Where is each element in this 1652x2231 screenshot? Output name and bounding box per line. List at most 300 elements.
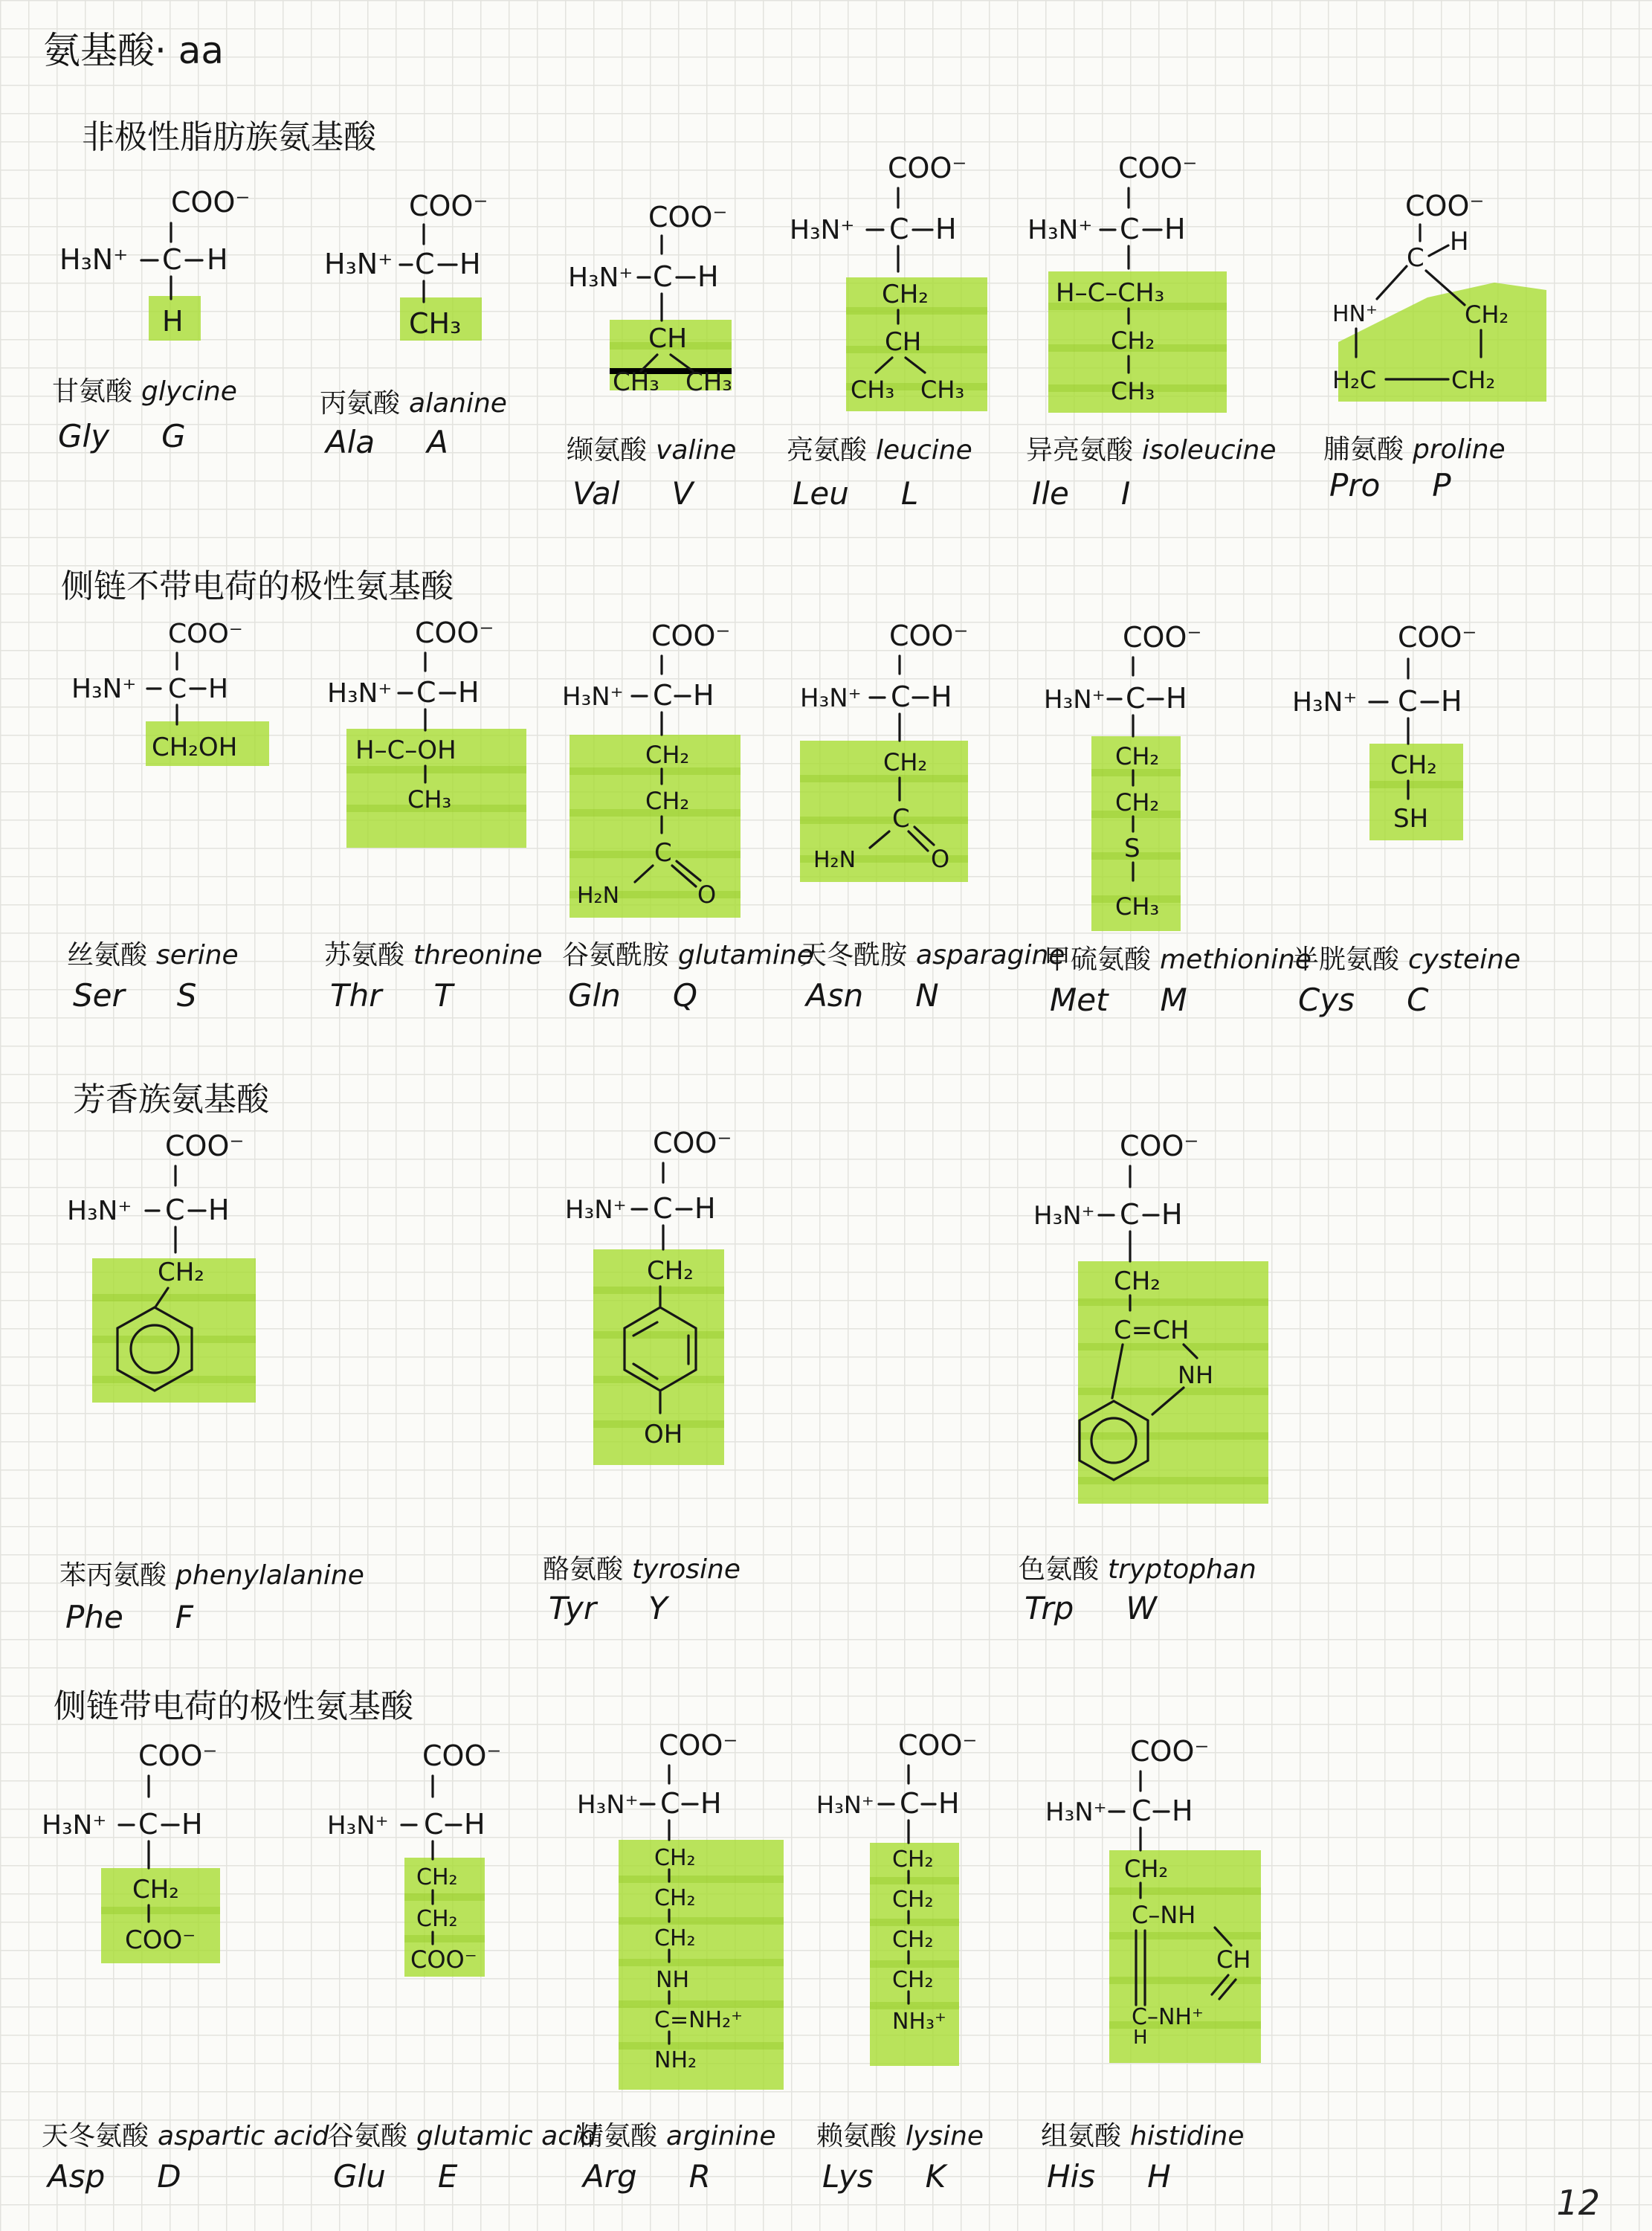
one-letter-code: D: [157, 2158, 181, 2195]
side-chain-ch3: CH₃: [1115, 892, 1160, 921]
abbr-line: [1047, 2158, 1171, 2195]
one-letter-code: W: [1126, 1590, 1157, 1626]
alpha-carbon-label: C: [653, 679, 673, 712]
carboxylate-label: COO⁻: [138, 1739, 218, 1772]
english-name: tryptophan: [1108, 1554, 1256, 1585]
abbr-line: [1050, 982, 1187, 1018]
alpha-carbon-label: C: [415, 248, 435, 280]
name-line: [320, 382, 507, 420]
one-letter-code: S: [176, 977, 197, 1014]
chinese-name: 组氨酸: [1041, 2121, 1122, 2151]
amine-label: H₃N⁺: [1033, 1201, 1095, 1231]
three-letter-code: Gly: [58, 418, 110, 454]
amine-label: H₃N⁺: [790, 215, 855, 245]
three-letter-code: Thr: [330, 977, 382, 1014]
chinese-name: 赖氨酸: [816, 2121, 897, 2151]
three-letter-code: Pro: [1329, 467, 1381, 503]
three-letter-code: Asp: [48, 2158, 106, 2195]
chinese-name: 精氨酸: [577, 2121, 658, 2151]
amine-label: H₃N⁺: [327, 678, 393, 709]
alpha-carbon-label: C: [653, 1192, 673, 1225]
serine-structure: [67, 610, 305, 803]
side-chain-ch2-a: CH₂: [645, 741, 690, 769]
carboxylate-label: COO⁻: [1130, 1735, 1210, 1768]
three-letter-code: Met: [1050, 982, 1109, 1018]
alpha-carbon-label: C: [138, 1808, 158, 1841]
chinese-name: 酪氨酸: [543, 1554, 624, 1585]
side-chain-coo: COO⁻: [410, 1945, 477, 1974]
abbr-line: [1025, 1590, 1157, 1626]
side-chain-c: C: [654, 838, 672, 868]
english-name: asparagine: [916, 940, 1065, 970]
amino-acid-card-threonine: [324, 610, 562, 1026]
three-letter-code: Val: [572, 475, 620, 512]
side-chain-ch3: CH₃: [1111, 377, 1155, 405]
side-chain-ch2oh: CH₂OH: [152, 733, 238, 762]
abbr-line: [572, 475, 693, 512]
english-name: tyrosine: [632, 1554, 741, 1585]
leucine-structure: [787, 145, 1039, 420]
name-line: [800, 934, 1065, 972]
chinese-name: 色氨酸: [1019, 1554, 1100, 1585]
one-letter-code: L: [900, 475, 919, 512]
side-chain-ch3-b: CH₃: [685, 367, 732, 397]
three-letter-code: His: [1047, 2158, 1096, 2195]
alpha-h-label: H: [1441, 685, 1462, 718]
section-heading-polar-uncharged: 侧链不带电荷的极性氨基酸: [61, 567, 454, 605]
side-chain-ch2: CH₂: [1114, 1266, 1161, 1296]
english-name: leucine: [876, 435, 972, 466]
amino-acid-card-arginine: [577, 1722, 822, 2206]
side-chain-ch3: CH₃: [407, 785, 452, 814]
english-name: isoleucine: [1142, 435, 1277, 466]
imidazole-c-nh-plus: C–NH⁺: [1132, 2004, 1204, 2030]
carboxylate-label: COO⁻: [1120, 1130, 1199, 1162]
carboxylate-label: COO⁻: [898, 1729, 978, 1762]
side-chain-s: S: [1124, 834, 1140, 863]
carboxylate-label: COO⁻: [165, 1130, 245, 1162]
name-line: [67, 934, 239, 972]
amino-acid-card-aspartic-acid: [42, 1725, 329, 2201]
alpha-carbon-label: C: [162, 243, 182, 276]
section-heading-charged: 侧链带电荷的极性氨基酸: [54, 1687, 413, 1725]
name-line: [42, 2115, 329, 2153]
side-chain-ch2-a: CH₂: [416, 1864, 458, 1890]
one-letter-code: F: [175, 1599, 193, 1635]
three-letter-code: Arg: [583, 2158, 637, 2195]
side-chain-sh: SH: [1393, 804, 1429, 834]
abbr-line: [58, 418, 186, 454]
side-chain-ch2-b: CH₂: [416, 1906, 458, 1932]
amino-acid-card-glutamine: [562, 610, 813, 1026]
side-chain-ch2-a: CH₂: [892, 1847, 934, 1873]
amine-label: H₃N⁺: [42, 1810, 107, 1841]
one-letter-code: Q: [672, 977, 697, 1014]
side-chain-nh2: NH₂: [654, 2047, 697, 2073]
alpha-carbon-label: C: [1407, 243, 1424, 273]
side-chain-h: H: [162, 305, 184, 338]
imidazole-ch: CH: [1216, 1945, 1251, 1974]
english-name: cysteine: [1408, 944, 1521, 975]
amino-acid-card-histidine: [1041, 1722, 1309, 2206]
three-letter-code: Tyr: [549, 1590, 597, 1626]
carboxylate-label: COO⁻: [651, 619, 731, 652]
ring-ch2-b: CH₂: [1451, 366, 1496, 394]
english-name: glutamine: [678, 940, 813, 970]
side-chain-nh3: NH₃⁺: [892, 2009, 946, 2035]
alpha-carbon-label: C: [165, 1194, 185, 1226]
abbr-line: [568, 977, 697, 1014]
name-line: [567, 429, 736, 467]
alpha-h-label: H: [1172, 1794, 1193, 1827]
ring-nh: HN⁺: [1332, 301, 1378, 327]
asparagine-structure: [800, 610, 1038, 892]
alpha-h-label: H: [1164, 213, 1186, 245]
carboxylate-label: COO⁻: [168, 619, 243, 649]
side-chain-ch: CH: [885, 327, 922, 357]
amino-acid-card-valine: [567, 190, 804, 532]
one-letter-code: P: [1432, 467, 1451, 503]
amine-label: H₃N⁺: [565, 1195, 627, 1225]
carboxylate-label: COO⁻: [1123, 621, 1202, 654]
chinese-name: 谷氨酸: [327, 2121, 408, 2151]
alpha-h-label: H: [697, 260, 719, 293]
section-heading-nonpolar: 非极性脂肪族氨基酸: [82, 118, 376, 156]
carboxylate-label: COO⁻: [659, 1729, 738, 1762]
alpha-h-label: H: [931, 680, 952, 713]
alpha-carbon-label: C: [660, 1787, 680, 1820]
alpha-carbon-label: C: [1120, 1198, 1140, 1231]
chinese-name: 谷氨酰胺: [562, 940, 670, 970]
name-line: [1044, 939, 1311, 976]
name-line: [787, 429, 972, 467]
english-name: serine: [156, 940, 239, 970]
name-line: [562, 934, 813, 972]
three-letter-code: Lys: [822, 2158, 874, 2195]
alpha-carbon-label: C: [1120, 213, 1140, 245]
one-letter-code: H: [1147, 2158, 1171, 2195]
carboxylate-label: COO⁻: [889, 619, 969, 652]
one-letter-code: A: [427, 424, 448, 460]
three-letter-code: Cys: [1298, 982, 1355, 1018]
methionine-structure: [1044, 610, 1282, 937]
alpha-h-label: H: [208, 674, 229, 704]
one-letter-code: N: [915, 977, 939, 1014]
side-chain-o: O: [931, 845, 950, 873]
amine-label: H₃N⁺: [324, 248, 393, 280]
abbr-line: [48, 2158, 181, 2195]
alpha-carbon-label: C: [168, 674, 187, 704]
tryptophan-structure: [1019, 1116, 1375, 1532]
alpha-carbon-label: C: [1132, 1794, 1152, 1827]
section-heading-aromatic: 芳香族氨基酸: [73, 1081, 269, 1118]
amino-acid-card-isoleucine: [1026, 145, 1309, 532]
amino-acid-card-glutamic-acid: [327, 1725, 597, 2201]
abbr-line: [822, 2158, 946, 2195]
side-chain-oh: OH: [644, 1420, 683, 1449]
alpha-carbon-label: C: [889, 213, 909, 245]
abbr-line: [65, 1599, 193, 1635]
amine-label: H₃N⁺: [577, 1790, 639, 1820]
side-chain-ch2: CH₂: [158, 1258, 204, 1287]
three-letter-code: Ile: [1032, 475, 1069, 512]
chinese-name: 丝氨酸: [67, 940, 148, 970]
side-chain-ch2: CH₂: [1390, 750, 1437, 780]
side-chain-h2n: H₂N: [577, 883, 620, 909]
name-line: [1323, 428, 1506, 466]
alpha-h-label: H: [1450, 227, 1469, 257]
amino-acid-card-serine: [67, 610, 305, 1026]
one-letter-code: M: [1160, 982, 1187, 1018]
english-name: alanine: [409, 388, 507, 419]
chinese-name: 脯氨酸: [1323, 434, 1404, 465]
three-letter-code: Trp: [1025, 1590, 1074, 1626]
one-letter-code: E: [437, 2158, 458, 2195]
carboxylate-label: COO⁻: [648, 201, 728, 234]
side-chain-ch3-b: CH₃: [920, 376, 965, 404]
alpha-h-label: H: [693, 679, 714, 712]
alpha-h-label: H: [464, 1808, 485, 1841]
abbr-line: [793, 475, 918, 512]
alpha-h-label: H: [938, 1787, 960, 1820]
carboxylate-label: COO⁻: [409, 190, 488, 222]
side-chain-nh: NH: [656, 1967, 689, 1993]
chinese-name: 甘氨酸: [52, 376, 133, 407]
alpha-h-label: H: [208, 1194, 230, 1226]
proline-structure: [1323, 178, 1621, 416]
english-name: aspartic acid: [158, 2121, 329, 2151]
side-chain-hcoh: H–C–OH: [355, 735, 456, 765]
carboxylate-label: COO⁻: [1118, 152, 1198, 184]
abbr-line: [806, 977, 939, 1014]
three-letter-code: Gln: [568, 977, 621, 1014]
glutamic-acid-structure: [327, 1725, 572, 1993]
alpha-h-label: H: [458, 676, 480, 709]
name-line: [543, 1548, 741, 1586]
alanine-structure: [320, 178, 558, 364]
side-chain-ch3-a: CH₃: [851, 376, 895, 404]
side-chain-coo: COO⁻: [125, 1925, 196, 1955]
arginine-structure: [577, 1722, 822, 2094]
abbr-line: [1298, 982, 1428, 1018]
english-name: phenylalanine: [175, 1560, 364, 1591]
carboxylate-label: COO⁻: [171, 186, 251, 219]
one-letter-code: T: [433, 977, 454, 1014]
name-line: [577, 2115, 776, 2153]
chinese-name: 半胱氨酸: [1292, 944, 1400, 975]
three-letter-code: Phe: [65, 1599, 123, 1635]
name-line: [52, 370, 237, 408]
alpha-carbon-label: C: [416, 676, 436, 709]
chinese-name: 甲硫氨酸: [1044, 944, 1152, 975]
alpha-h-label: H: [459, 248, 481, 280]
one-letter-code: I: [1120, 475, 1131, 512]
side-chain-ch2-b: CH₂: [1115, 788, 1160, 817]
abbr-line: [1032, 475, 1130, 512]
carboxylate-label: COO⁻: [1398, 621, 1477, 654]
side-chain-ch2: CH₂: [883, 748, 928, 776]
alpha-h-label: H: [181, 1808, 203, 1841]
english-name: arginine: [666, 2121, 776, 2151]
amine-label: H₃N⁺: [816, 1791, 874, 1819]
cysteine-structure: [1292, 610, 1545, 848]
threonine-structure: [324, 610, 562, 848]
side-chain-ch2-c: CH₂: [892, 1927, 934, 1953]
side-chain-hcch3: H–C–CH₃: [1056, 278, 1165, 308]
aspartic-acid-structure: [42, 1725, 280, 1978]
english-name: glycine: [141, 376, 237, 407]
side-chain-h2n: H₂N: [813, 847, 856, 873]
name-line: [816, 2115, 984, 2153]
amino-acid-card-cysteine: [1292, 610, 1545, 1026]
carboxylate-label: COO⁻: [888, 152, 967, 184]
side-chain-ch2: CH₂: [882, 280, 929, 309]
english-name: glutamic acid: [416, 2121, 597, 2151]
side-chain-ch2-b: CH₂: [645, 787, 690, 815]
amine-label: H₃N⁺: [71, 674, 137, 704]
chinese-name: 缬氨酸: [567, 435, 648, 466]
name-line: [1019, 1548, 1256, 1586]
amino-acid-card-tyrosine: [543, 1116, 885, 1651]
side-chain-o: O: [697, 881, 717, 909]
side-chain-ch2: CH₂: [132, 1875, 179, 1905]
amino-acid-card-asparagine: [800, 610, 1065, 1026]
alpha-carbon-label: C: [1398, 685, 1418, 718]
glycine-structure: [52, 178, 290, 364]
imidazole-h: H: [1133, 2026, 1148, 2049]
glutamine-structure: [562, 610, 800, 922]
carboxylate-label: COO⁻: [1405, 190, 1485, 222]
side-chain-ch2-b: CH₂: [654, 1885, 696, 1911]
abbr-line: [73, 977, 196, 1014]
chinese-name: 异亮氨酸: [1026, 435, 1134, 466]
amino-acid-card-glycine: [52, 178, 290, 469]
one-letter-code: K: [925, 2158, 946, 2195]
alpha-carbon-label: C: [653, 260, 673, 293]
imidazole-c-nh: C–NH: [1132, 1901, 1196, 1929]
amino-acid-card-phenylalanine: [59, 1116, 416, 1651]
name-line: [327, 2115, 597, 2153]
one-letter-code: G: [161, 418, 186, 454]
indole-nh: NH: [1178, 1361, 1213, 1389]
alpha-h-label: H: [1161, 1198, 1183, 1231]
three-letter-code: Glu: [333, 2158, 386, 2195]
english-name: threonine: [413, 940, 543, 970]
alpha-carbon-label: C: [1126, 682, 1146, 715]
alpha-h-label: H: [700, 1787, 722, 1820]
side-chain-c-eq-ch: C=CH: [1114, 1316, 1190, 1345]
chinese-name: 苯丙氨酸: [59, 1560, 167, 1591]
one-letter-code: V: [671, 475, 694, 512]
amino-acid-card-alanine: [320, 178, 558, 469]
amine-label: H₃N⁺: [800, 683, 862, 713]
english-name: lysine: [906, 2121, 984, 2151]
side-chain-ch3: CH₃: [409, 307, 462, 340]
chinese-name: 亮氨酸: [787, 435, 868, 466]
english-name: proline: [1413, 434, 1506, 465]
abbr-line: [333, 2158, 457, 2195]
amine-label: H₃N⁺: [67, 1196, 132, 1226]
side-chain-highlight: [1078, 1261, 1268, 1504]
name-line: [1026, 429, 1277, 467]
histidine-structure: [1041, 1722, 1309, 2094]
lysine-structure: [816, 1722, 1039, 2094]
tyrosine-structure: [543, 1116, 885, 1502]
amine-label: H₃N⁺: [59, 243, 129, 276]
abbr-line: [330, 977, 453, 1014]
side-chain-c: C: [892, 804, 910, 834]
amine-label: H₃N⁺: [1045, 1797, 1107, 1827]
carboxylate-label: COO⁻: [415, 616, 494, 649]
side-chain-ch2-c: CH₂: [654, 1925, 696, 1951]
abbr-line: [326, 424, 448, 460]
amine-label: H₃N⁺: [568, 263, 633, 293]
one-letter-code: Y: [648, 1590, 668, 1626]
name-line: [59, 1554, 364, 1592]
alpha-h-label: H: [1166, 682, 1187, 715]
chinese-name: 天冬氨酸: [42, 2121, 149, 2151]
alpha-h-label: H: [207, 243, 228, 276]
alpha-carbon-label: C: [900, 1787, 920, 1820]
valine-structure: [567, 190, 804, 413]
one-letter-code: C: [1407, 982, 1429, 1018]
name-line: [324, 934, 543, 972]
english-name: methionine: [1160, 944, 1311, 975]
side-chain-ch: CH: [648, 323, 688, 354]
name-line: [1041, 2115, 1245, 2153]
side-chain-ch2: CH₂: [1111, 326, 1155, 355]
phenylalanine-structure: [59, 1116, 416, 1428]
amino-acid-card-leucine: [787, 145, 1039, 532]
amino-acid-card-proline: [1323, 178, 1621, 528]
amine-label: H₃N⁺: [1292, 687, 1358, 718]
alpha-h-label: H: [694, 1192, 716, 1225]
carboxylate-label: COO⁻: [653, 1127, 732, 1159]
three-letter-code: Ala: [326, 424, 375, 460]
amine-label: H₃N⁺: [1044, 685, 1106, 715]
english-name: histidine: [1130, 2121, 1245, 2151]
page-number: 12: [1556, 2183, 1600, 2223]
amino-acid-card-tryptophan: [1019, 1116, 1375, 1651]
alpha-h-label: H: [935, 213, 957, 245]
carboxylate-label: COO⁻: [422, 1739, 502, 1772]
side-chain-ch2: CH₂: [1124, 1855, 1169, 1883]
abbr-line: [549, 1590, 668, 1626]
isoleucine-structure: [1026, 145, 1309, 420]
side-chain-ch2: CH₂: [647, 1256, 694, 1286]
three-letter-code: Ser: [73, 977, 125, 1014]
alpha-carbon-label: C: [424, 1808, 444, 1841]
amine-label: H₃N⁺: [327, 1811, 389, 1841]
name-line: [1292, 939, 1520, 976]
side-chain-ch2-d: CH₂: [892, 1967, 934, 1993]
amine-label: H₃N⁺: [562, 682, 624, 712]
amino-acid-card-lysine: [816, 1722, 1039, 2206]
abbr-line: [1329, 467, 1451, 503]
side-chain-ch2-b: CH₂: [892, 1887, 934, 1913]
amine-label: H₃N⁺: [1027, 215, 1093, 245]
chinese-name: 丙氨酸: [320, 388, 401, 419]
side-chain-c-eq-nh2: C=NH₂⁺: [654, 2007, 743, 2033]
abbr-line: [583, 2158, 711, 2195]
side-chain-ch2-a: CH₂: [654, 1845, 696, 1871]
chinese-name: 天冬酰胺: [800, 940, 908, 970]
side-chain-ch3-a: CH₃: [613, 367, 659, 397]
english-name: valine: [656, 435, 737, 466]
ring-ch2-a: CH₂: [1465, 300, 1509, 329]
chinese-name: 苏氨酸: [324, 940, 405, 970]
side-chain-ch2-a: CH₂: [1115, 742, 1160, 770]
